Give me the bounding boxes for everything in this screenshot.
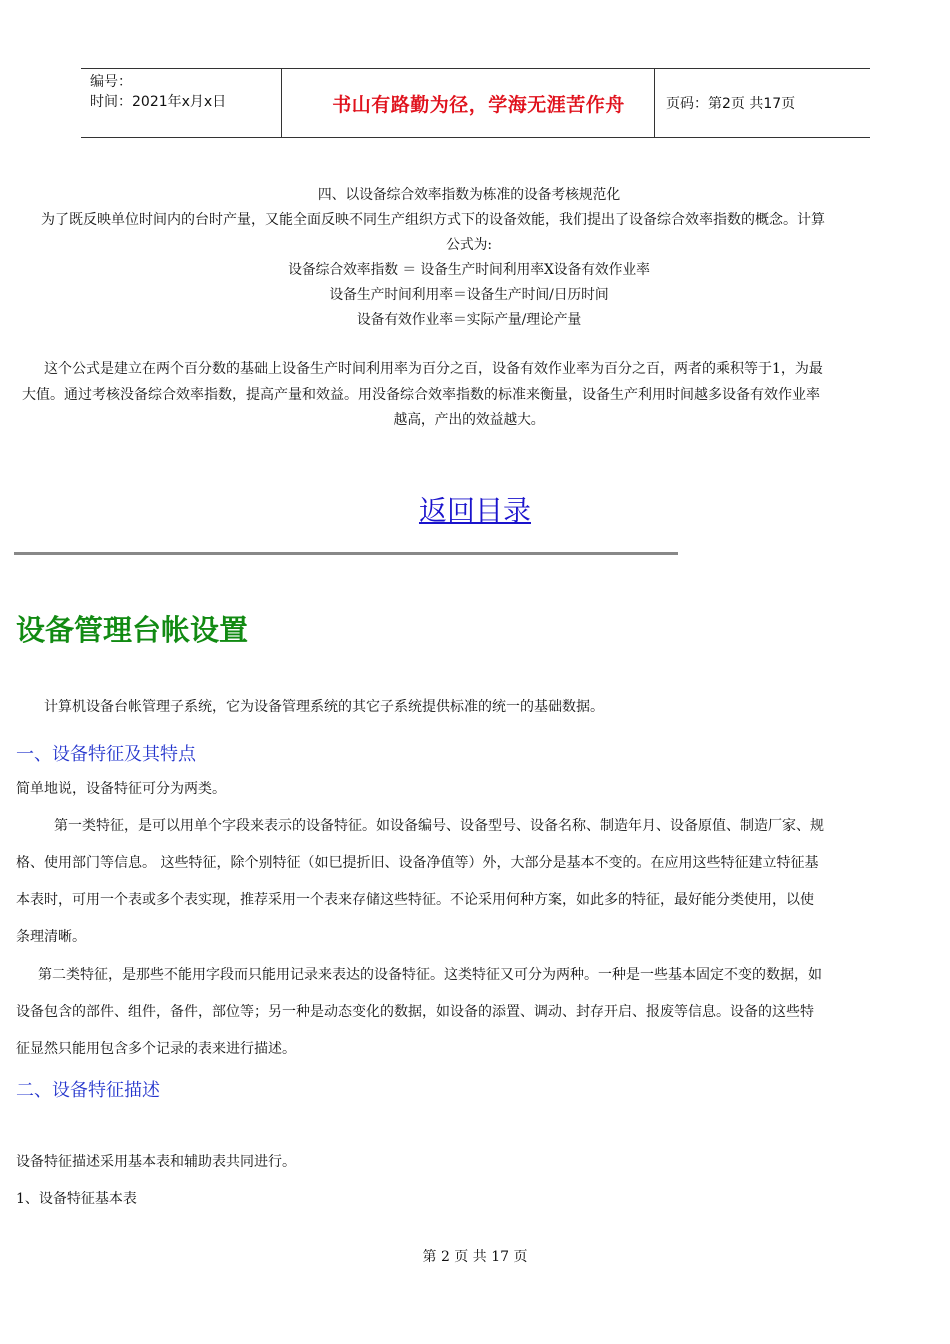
paragraph-line: 本表时，可用一个表或多个表实现，推荐采用一个表来存储这些特征。不论采用何种方案，如此多的特征，最好能分类使用，以使	[16, 892, 814, 908]
paragraph-line: 征显然只能用包含多个记录的表来进行描述。	[16, 1041, 296, 1057]
paragraph-line: 格、使用部门等信息。 这些特征，除个别特征（如巳提折旧、设备净值等）外，大部分是基本不变的。在应用这些特征建立特征基	[16, 855, 819, 871]
intro-line: 为了既反映单位时间内的台时产量，又能全面反映不同生产组织方式下的设备效能，我们提出了设备综合效率指数的概念。计算	[41, 212, 825, 228]
paragraph-line: 条理清晰。	[16, 929, 86, 945]
explain-line: 这个公式是建立在两个百分数的基础上设备生产时间利用率为百分之百，设备有效作业率为百分之百，两者的乘积等于1，为最	[44, 361, 823, 377]
page-footer: 第 2 页 共 17 页	[422, 1249, 528, 1265]
intro-line: 公式为:	[446, 237, 492, 253]
paragraph-line: 设备包含的部件、组件，备件，部位等；另一种是动态变化的数据，如设备的添置、调动、封存开启、报废等信息。设备的这些特	[16, 1004, 814, 1020]
paragraph-line: 第一类特征，是可以用单个字段来表示的设备特征。如设备编号、设备型号、设备名称、制造年月、设备原值、制造厂家、规	[54, 818, 824, 834]
explain-line: 大值。通过考核没备综合效率指数，提高产量和效益。用没备综合效率指数的标准来衡量，设备生产利用时间越多设备有效作业率	[22, 387, 820, 403]
subsection-heading: 二、设备特征描述	[16, 1080, 160, 1101]
paragraph: 1、设备特征基本表	[16, 1191, 137, 1207]
back-to-toc-link[interactable]: 返回目录	[418, 494, 531, 527]
paragraph-line: 第二类特征，是那些不能用字段而只能用记录来表达的设备特征。这类特征又可分为两种。一种是一些基本固定不变的数据，如	[38, 967, 822, 983]
formula-line: 设备生产时间利用率＝设备生产时间/日历时间	[329, 287, 609, 303]
paragraph: 设备特征描述采用基本表和辅助表共同进行。	[16, 1154, 296, 1170]
explain-line: 越高，产出的效益越大。	[393, 412, 545, 428]
block-heading: 四、以设备综合效率指数为栋准的设备考核规范化	[317, 187, 621, 203]
document-number-label: 编号：	[90, 74, 132, 90]
header-motto: 书山有路勤为径，学海无涯苦作舟	[332, 94, 625, 116]
header-table	[81, 68, 870, 138]
section-title: 设备管理台帐设置	[16, 613, 249, 647]
paragraph: 简单地说，设备特征可分为两类。	[16, 781, 226, 797]
subsection-heading: 一、设备特征及其特点	[16, 744, 196, 765]
formula-line: 设备综合效率指数 ＝ 设备生产时间利用率X设备有效作业率	[288, 262, 650, 278]
section-intro: 计算机设备台帐管理子系统，它为设备管理系统的其它子系统提供标准的统一的基础数据。	[44, 699, 604, 715]
formula-line: 设备有效作业率＝实际产量/理论产量	[356, 312, 582, 328]
document-date: 时间：2021年x月x日	[90, 94, 227, 110]
header-meta	[90, 72, 226, 112]
page-info: 页码：第2页 共17页	[666, 96, 796, 112]
section-divider	[14, 552, 678, 555]
header-divider	[281, 69, 282, 137]
